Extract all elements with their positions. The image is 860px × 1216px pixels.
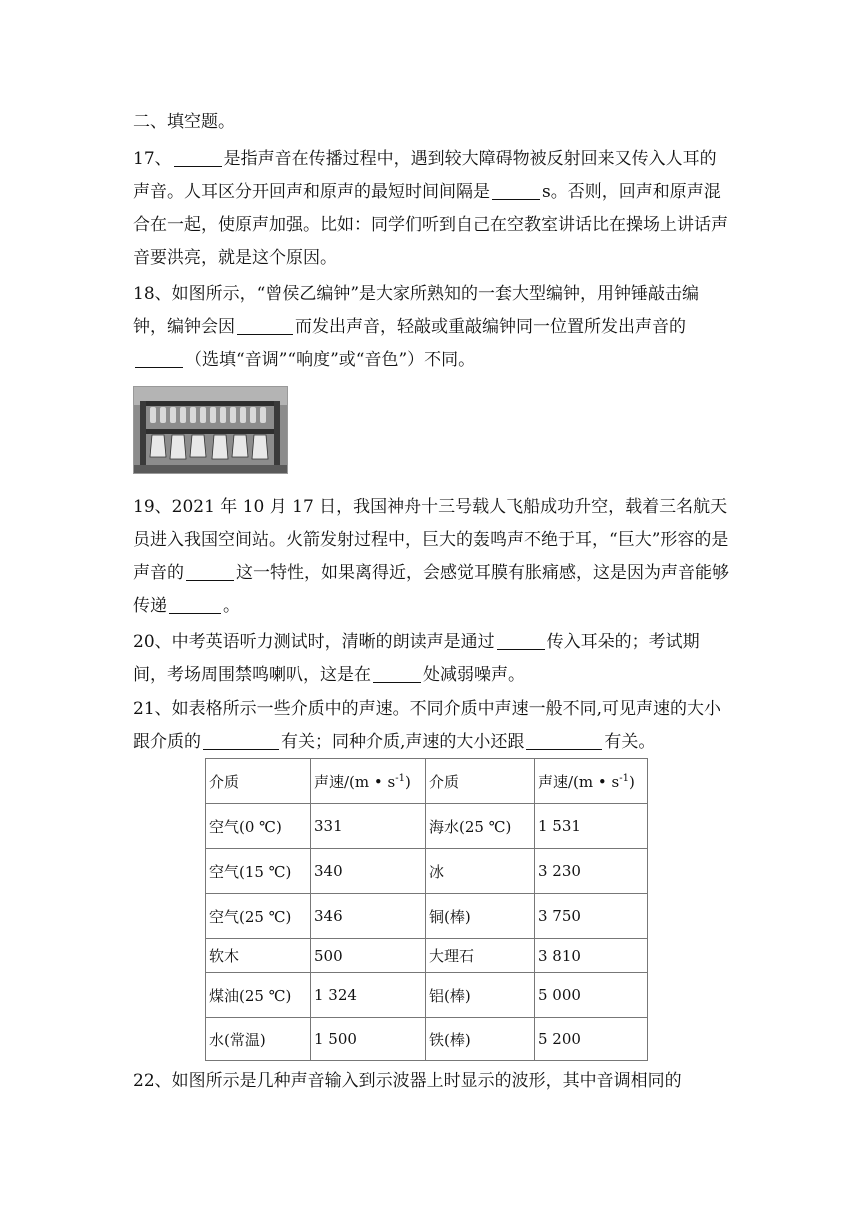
table-cell: 1 324 bbox=[311, 973, 426, 1018]
question-19 bbox=[133, 491, 733, 623]
question-number: 22、 bbox=[133, 1071, 172, 1091]
table-row bbox=[206, 849, 648, 894]
table-header: 声速/(m • $s^{-1}$) bbox=[311, 759, 426, 804]
table-cell: 大理石 bbox=[426, 939, 535, 973]
table-cell: 水(常温) bbox=[206, 1018, 311, 1061]
question-number: 17、 bbox=[133, 149, 172, 169]
question-text: 如图所示，“曾侯乙编钟”是大家所熟知的一套大型编钟，用钟锤敲击编钟，编钟会因 bbox=[133, 284, 700, 337]
question-text: 有关；同种介质,声速的大小还跟 bbox=[281, 732, 525, 752]
question-text: 是指声音在传播过程中，遇到较大障碍物被反射回来又传入人耳的声音。人耳区分开回声和原声的最短时间间隔是 bbox=[133, 149, 717, 202]
question-18 bbox=[133, 278, 733, 377]
question-text: 有关。 bbox=[604, 732, 656, 752]
bianzhong-bells-image bbox=[133, 386, 288, 474]
table-row bbox=[206, 1018, 648, 1061]
table-cell: 空气(25 ℃) bbox=[206, 894, 311, 939]
table-cell: 3 810 bbox=[535, 939, 648, 973]
question-number: 21、 bbox=[133, 699, 172, 719]
table-cell: 铜(棒) bbox=[426, 894, 535, 939]
table-row bbox=[206, 973, 648, 1018]
question-text: （选填“音调”“响度”或“音色”）不同。 bbox=[185, 350, 476, 370]
table-cell: 空气(0 ℃) bbox=[206, 804, 311, 849]
question-text: 处减弱噪声。 bbox=[423, 665, 525, 685]
table-cell: 铁(棒) bbox=[426, 1018, 535, 1061]
question-number: 19、 bbox=[133, 497, 172, 517]
question-21 bbox=[133, 693, 733, 759]
table-header: 介质 bbox=[426, 759, 535, 804]
question-text: 传入耳朵的；考试期间，考场周围禁鸣喇叭，这是在 bbox=[133, 632, 700, 685]
answer-blank[interactable] bbox=[526, 729, 602, 750]
question-text: 中考英语听力测试时，清晰的朗读声是通过 bbox=[171, 632, 495, 652]
table-cell: 海水(25 ℃) bbox=[426, 804, 535, 849]
sound-speed-table bbox=[205, 758, 648, 1061]
table-cell: 1 500 bbox=[311, 1018, 426, 1061]
question-text: 而发出声音，轻敲或重敲编钟同一位置所发出声音的 bbox=[295, 317, 686, 337]
question-text: 这一特性，如果离得近，会感觉耳膜有胀痛感，这是因为声音能够传递 bbox=[133, 563, 729, 616]
question-text: s。否则，回声和原声混合在一起，使原声加强。比如：同学们听到自己在空教室讲话比在操场上讲话声音要洪亮，就是这个原因。 bbox=[133, 182, 728, 268]
table-row bbox=[206, 894, 648, 939]
answer-blank[interactable] bbox=[135, 347, 183, 368]
question-17 bbox=[133, 143, 733, 275]
table-cell: 铝(棒) bbox=[426, 973, 535, 1018]
question-text: 。 bbox=[223, 596, 240, 616]
answer-blank[interactable] bbox=[174, 146, 222, 167]
answer-blank[interactable] bbox=[497, 629, 545, 650]
table-header-row bbox=[206, 759, 648, 804]
question-22 bbox=[133, 1065, 733, 1098]
table-cell: 1 531 bbox=[535, 804, 648, 849]
answer-blank[interactable] bbox=[186, 560, 234, 581]
question-text: 如图所示是几种声音输入到示波器上时显示的波形，其中音调相同的 bbox=[171, 1071, 682, 1091]
question-text: 如表格所示一些介质中的声速。不同介质中声速一般不同,可见声速的大小跟介质的 bbox=[133, 699, 722, 752]
table-header: 声速/(m • $s^{-1}$) bbox=[535, 759, 648, 804]
table-cell: 空气(15 ℃) bbox=[206, 849, 311, 894]
table-cell: 3 750 bbox=[535, 894, 648, 939]
table-row bbox=[206, 939, 648, 973]
table-cell: 冰 bbox=[426, 849, 535, 894]
question-text: 2021 年 10 月 17 日，我国神舟十三号载人飞船成功升空，载着三名航天员进入我国空间站。火箭发射过程中，巨大的轰鸣声不绝于耳，“巨大”形容的是声音的 bbox=[133, 497, 729, 583]
table-cell: 5 000 bbox=[535, 973, 648, 1018]
answer-blank[interactable] bbox=[373, 662, 421, 683]
table-cell: 340 bbox=[311, 849, 426, 894]
answer-blank[interactable] bbox=[203, 729, 279, 750]
answer-blank[interactable] bbox=[169, 593, 221, 614]
table-cell: 3 230 bbox=[535, 849, 648, 894]
answer-blank[interactable] bbox=[237, 314, 293, 335]
table-cell: 5 200 bbox=[535, 1018, 648, 1061]
question-20 bbox=[133, 626, 733, 692]
section-title: 二、填空题。 bbox=[133, 112, 235, 132]
table-cell: 331 bbox=[311, 804, 426, 849]
question-number: 20、 bbox=[133, 632, 172, 652]
table-cell: 346 bbox=[311, 894, 426, 939]
table-header: 介质 bbox=[206, 759, 311, 804]
table-cell: 软木 bbox=[206, 939, 311, 973]
table-cell: 煤油(25 ℃) bbox=[206, 973, 311, 1018]
table-cell: 500 bbox=[311, 939, 426, 973]
answer-blank[interactable] bbox=[492, 179, 540, 200]
question-number: 18、 bbox=[133, 284, 172, 304]
table-row bbox=[206, 804, 648, 849]
